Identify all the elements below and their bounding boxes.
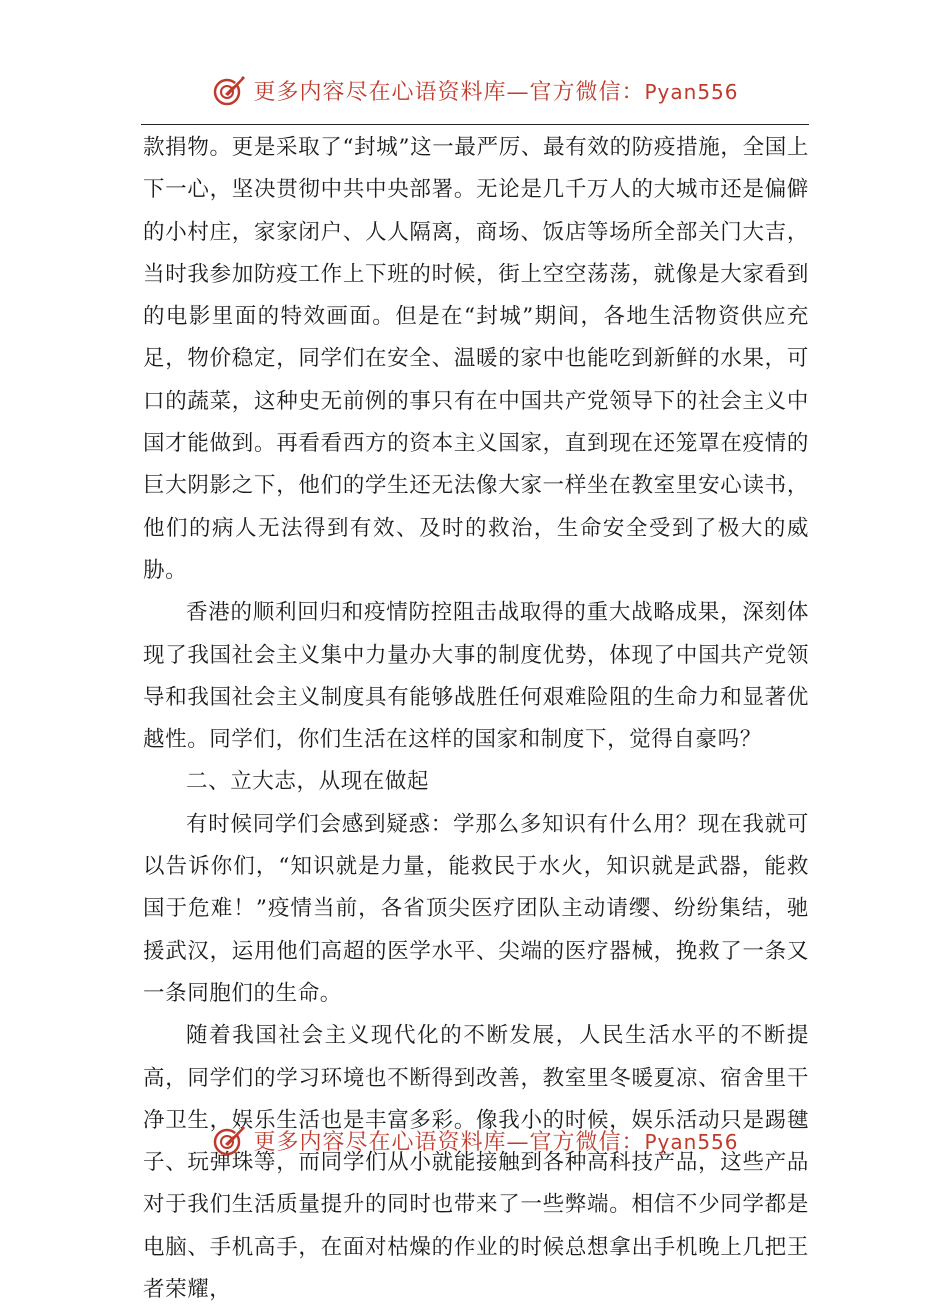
header-sep: — [506, 79, 530, 105]
quill-logo-icon [211, 72, 247, 108]
footer-sep: — [506, 1129, 530, 1155]
quill-logo-icon [211, 1122, 247, 1158]
header-wechat-id: Pyan556 [644, 79, 739, 104]
footer-banner-text [253, 1125, 738, 1156]
header-banner [0, 70, 950, 110]
footer-wechat-id: Pyan556 [644, 1129, 739, 1154]
footer-brand: 更多内容尽在心语资料库 [253, 1129, 507, 1155]
header-rule [141, 124, 809, 125]
header-brand: 更多内容尽在心语资料库 [253, 79, 507, 105]
header-label: 官方微信： [529, 79, 645, 105]
footer-banner [0, 1120, 950, 1160]
paragraph-3: 有时候同学们会感到疑惑：学那么多知识有什么用？现在我就可以告诉你们，“知识就是力量，能救民于水火，知识就是武器，能救国于危难！”疫情当前，各省顶尖医疗团队主动请缨、纷纷集结，驰援武汉，运用他们高超的医学水平、尖端的医疗器械，挽救了一条又一条同胞们的生命。 [143, 811, 809, 1006]
paragraph-2: 香港的顺利回归和疫情防控阻击战取得的重大战略成果，深刻体现了我国社会主义集中力量办大事的制度优势，体现了中国共产党领导和我国社会主义制度具有能够战胜任何艰难险阻的生命力和显著优越性。同学们，你们生活在这样的国家和制度下，觉得自豪吗？ [143, 600, 809, 753]
footer-label: 官方微信： [529, 1129, 645, 1155]
paragraph-1: 款捐物。更是采取了“封城”这一最严厉、最有效的防疫措施，全国上下一心，坚决贯彻中共中央部署。无论是几千万人的大城市还是偏僻的小村庄，家家闭户、人人隔离，商场、饭店等场所全部关门大吉，当时我参加防疫工作上下班的时候，街上空空荡荡，就像是大家看到的电影里面的特效画面。但是在“封城”期间，各地生活物资供应充足，物价稳定，同学们在安全、温暖的家中也能吃到新鲜的水果，可口的蔬菜，这种史无前例的事只有在中国共产党领导下的社会主义中国才能做到。再看看西方的资本主义国家，直到现在还笼罩在疫情的巨大阴影之下，他们的学生还无法像大家一样坐在教室里安心读书，他们的病人无法得到有效、及时的救治，生命安全受到了极大的威胁。 [143, 135, 809, 583]
header-banner-text [253, 75, 738, 106]
section-heading: 二、立大志，从现在做起 [186, 769, 430, 795]
paragraph-4: 随着我国社会主义现代化的不断发展，人民生活水平的不断提高，同学们的学习环境也不断得到改善，教室里冬暖夏凉、宿舍里干净卫生，娱乐生活也是丰富多彩。像我小的时候，娱乐活动只是踢毽子、玩弹珠等，而同学们从小就能接触到各种高科技产品，这些产品对于我们生活质量提升的同时也带来了一些弊端。相信不少同学都是电脑、手机高手，在面对枯燥的作业的时候总想拿出手机晚上几把王者荣耀， [143, 1023, 809, 1303]
